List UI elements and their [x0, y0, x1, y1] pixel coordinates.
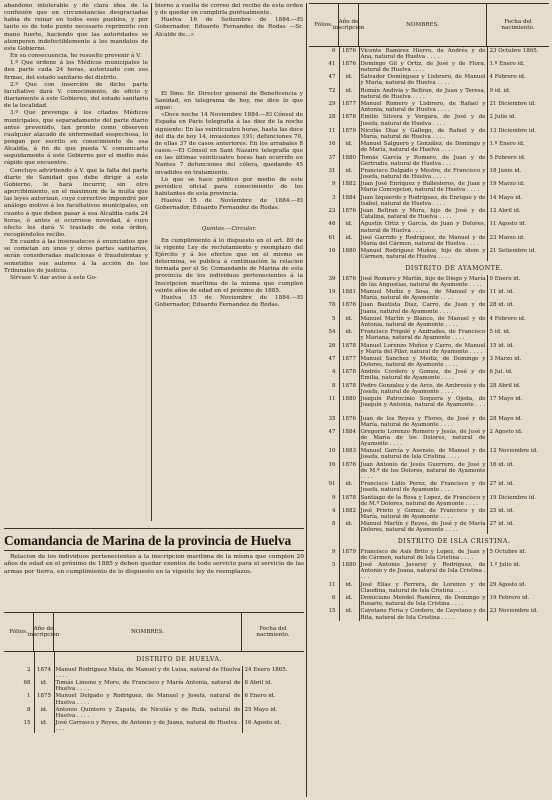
year-cell: id.: [339, 521, 359, 534]
left-paragraph: Sírvase V. dar aviso á este Go-: [10, 274, 97, 281]
birth-date-cell: 1.º Julio id.: [489, 562, 521, 569]
middle-paragraph: En cumplimiento á lo dispuesto en el art. 89 de la vigente Ley de reclutamiento y reemplazo del Ejército y á los efectos que en el mismo se determina, se publica á continuación la relacion formada por el Sr. Comandante de Marina de esta provincia de los individuos pertenecientes á la Inscripcion marítima de la misma que cumplen veinte años de edad en el próximo de 1885.: [155, 237, 303, 294]
name-cell: José Prieto y Gomez, de Francisco y de María, natural de Ayamonte . . . .: [360, 507, 486, 521]
table-row: [309, 521, 549, 534]
folio-cell: 16: [309, 248, 339, 261]
folio-cell: 23: [309, 208, 339, 221]
name-cell: Francisco Frigolé y Andrades, de Francisco y Mariana, natural de Ayamonte . . . .: [360, 329, 486, 342]
folio-cell: 72: [309, 87, 339, 100]
folio-cell: 5: [309, 562, 339, 581]
year-cell: 1876: [339, 275, 359, 288]
year-cell: id.: [339, 329, 359, 342]
name-cell: Manuel Salguero y González, de Domingo y de María, natural de Huelva . . . .: [360, 141, 486, 154]
table-row: [309, 382, 549, 395]
folio-cell: 8: [4, 706, 34, 719]
table-row: [309, 562, 549, 581]
name-cell: Manuel Martín y Blanco, de Manuel y de Antonia, natural de Ayamonte . . . .: [360, 315, 486, 328]
name-cell: Juan José Enríquez y Ballesteros, de Juan y María Concepcion, natural de Huelva . . . .: [360, 181, 486, 194]
birth-date-cell: 1.º Enero id.: [489, 141, 525, 148]
year-cell: id.: [339, 608, 359, 621]
folio-cell: 31: [309, 167, 339, 180]
folio-cell: 41: [309, 60, 339, 73]
birth-date-cell: 16 Agosto id.: [244, 720, 282, 727]
table-header: [4, 612, 304, 652]
folio-cell: 4: [309, 369, 339, 382]
table-row: [309, 47, 549, 60]
birth-date-cell: 21 Setiembre id.: [489, 248, 536, 255]
table-row: [309, 74, 549, 87]
year-cell: 1877: [339, 355, 359, 368]
year-cell: 1882: [339, 507, 359, 520]
year-cell: 1875: [34, 693, 54, 706]
birth-date-cell: 25 Mayo id.: [244, 706, 278, 713]
year-cell: 1878: [339, 494, 359, 507]
year-cell: id.: [339, 594, 359, 607]
year-cell: 1878: [339, 369, 359, 382]
table-row: [309, 369, 549, 382]
year-cell: 1880: [339, 395, 359, 414]
name-cell: José Garrido y Rodríguez, de Manuel y de María del Cármen, natural de Huelva . . . .: [360, 234, 486, 247]
folio-cell: 3: [309, 194, 339, 207]
table-row: [309, 342, 549, 355]
birth-date-cell: 29 Agosto id.: [489, 581, 527, 588]
birth-date-cell: 23 Noviembre id.: [489, 608, 538, 615]
birth-date-cell: 12 Abril id.: [489, 208, 521, 215]
birth-date-cell: 28 Mayo id.: [489, 415, 523, 422]
birth-date-cell: 27 id. id.: [489, 481, 515, 488]
left-paragraph: En cuanto á las insensateces á enunciados que se cometan en unos y otros partes sanitarios, serán consideradas maliciosas ó fraudulentas y sometidos sus autores á la acción de los Tribunales de justicia.: [4, 239, 148, 274]
header-birth: Fecha del nacimiento.: [501, 18, 535, 31]
year-cell: 1879: [339, 548, 359, 561]
register-table-huelva: [4, 652, 304, 733]
name-cell: José Carrasco y Reyes, de Antonio y de Juana, natural de Huelva . . . .: [55, 720, 241, 733]
table-row: [309, 315, 549, 328]
intro-paragraph: Relacion de los individuos pertenecientes á la inscripcion marítima de la misma que cumplen 20 años de edad en el próximo de 1885 y deben quedar exentos de todo servicio para el servicio de las armas por tierra, en cumplimiento de lo dispuesto en la vigente ley de reemplazos.: [4, 554, 304, 575]
name-cell: Manuel Rodríguez Muñoz, hijo de ídem y Cármen, natural de Huelva . . . .: [360, 248, 486, 261]
name-cell: Joaquín Patrocinio Soquera y Ojeda, de Joaquín y Antonia, natural de Ayamonte . . . .: [360, 396, 486, 415]
column-divider: [151, 3, 152, 521]
name-cell: Nicolás Diaz y Gallego, de Rafael y de María, natural de Huelva . . . .: [360, 127, 486, 140]
table-row: [309, 101, 549, 114]
column-divider: [306, 3, 307, 797]
header-year: Año de inscripcion: [34, 613, 54, 651]
folio-cell: 91: [309, 481, 339, 494]
birth-date-cell: 27 id. id.: [489, 521, 515, 528]
header-folios: Fólios.: [4, 613, 34, 651]
year-cell: id.: [339, 74, 359, 87]
folio-cell: 9: [309, 494, 339, 507]
name-cell: Manuel García y Asensio, de Manuel y de Josefa, natural de Isla Cristina . . . .: [360, 448, 486, 461]
year-cell: 1876: [339, 47, 359, 60]
name-cell: Juan Bautista Diaz, Carro, de Juan y de Juana, natural de Ayamonte . . . .: [360, 302, 486, 315]
folio-cell: 9: [309, 181, 339, 194]
table-row: [309, 275, 549, 288]
year-cell: id.: [34, 706, 54, 719]
folio-cell: 39: [309, 275, 339, 288]
name-cell: Agustín Ortiz y García, de Juan y Dolores, natural de Huelva . . . .: [360, 221, 486, 234]
folio-cell: 2: [4, 666, 34, 679]
name-cell: José Elías y Ferrera, de Lorenzo y de Claudina, natural de Isla Cristina . . . .: [360, 581, 486, 594]
name-cell: Juan Antonio de Jesús Guerrero, de José y de M.ª de los Dolores, natural de Ayamonte . . . .: [360, 461, 486, 480]
birth-date-cell: 1.º Enero id.: [489, 60, 525, 67]
table-row: [309, 355, 549, 368]
name-cell: Manuel Sanchez y Mediz, de Domingo y Dolores, natural de Ayamonte . . . .: [360, 355, 486, 369]
middle-paragraph: Lo que se hace público por medio de este periódico oficial para conocimiento de los habitantes de esta provincia.: [155, 176, 303, 197]
folio-cell: 16: [309, 141, 339, 154]
folio-cell: 11: [309, 127, 339, 140]
name-cell: Gregorio Lorenzo Romero y Jesús, de José y de María de los Dolores, natural de Ayamonte . . . .: [360, 428, 486, 448]
birth-date-cell: 11 id. id.: [489, 289, 515, 296]
birth-date-cell: 15 id. id.: [489, 342, 515, 349]
middle-paragraph: «Doce noche 14 Noviembre 1884.—El Cónsul de España en Paris telegrafía á las diez de la noche siguiente: En las veinticuatro horas, hasta las doce del dia de hoy 14, invasiones 191; defunciones 70, de ellas 37 de casos anteriores. En los arrabales 8 casos.—El Cónsul en Sant Nazaire telegrafía que en las últimas veinticuatro horas han ocurrido en Nantes 7 defunciones del cólera, quedando 45 invadidos en tratamiento.: [155, 112, 303, 176]
name-cell: Manuel Romero y Lisbrero, de Rafael y Antonia, natural de Huelva . . . .: [360, 101, 486, 114]
birth-date-cell: 13 Diciembre id.: [489, 127, 536, 134]
birth-date-cell: 19 Diciembre id.: [489, 494, 536, 501]
name-cell: Andrés Cordero y Gomez, de José y de Emilia, natural de Ayamonte . . . .: [360, 369, 486, 382]
section-row: [309, 534, 549, 548]
middle-column: [155, 3, 303, 523]
table-row: [309, 581, 549, 594]
birth-date-cell: 18 Junio id.: [489, 167, 522, 174]
signature-3: Huelva 15 de Noviembre de 1884.—El Gobernador, Eduardo Fernandez de Rodas.: [155, 294, 303, 308]
table-row: [309, 448, 549, 461]
table-row: [309, 415, 549, 428]
folio-cell: 15: [309, 608, 339, 621]
year-cell: 1879: [339, 127, 359, 140]
year-cell: id.: [339, 315, 359, 328]
table-row: [309, 329, 549, 342]
table-row: [309, 60, 549, 73]
left-paragraph: 3.º Que prevenga á los citados Médicos municipales, que separadamente del parte diario antes prevenido, tan pronto como observen cualquier atacado de enfermedad sospechosa, lo pongan por escrito en conocimiento de esa Alcaldía, á fin de que pueda V. comunicarlo seguidamente á este Gobierno por el medio más rápido que encuentre.: [4, 110, 148, 167]
name-cell: Manuel Delgado y Rodriguez, de Manuel y Josefa, natural de Huelva . . . .: [55, 693, 241, 706]
name-cell: Domiciano Mendel Ramírez, de Domingo y Rosario, natural de Isla Cristina . . . .: [360, 595, 486, 608]
table-row: [309, 208, 549, 221]
header-birth: Fecha del nacimiento.: [256, 625, 290, 638]
year-cell: id.: [339, 481, 359, 494]
table-row: [4, 679, 304, 692]
year-cell: 1881: [339, 288, 359, 301]
folio-cell: 9: [309, 548, 339, 561]
year-cell: id.: [339, 234, 359, 247]
folio-cell: 11: [309, 581, 339, 594]
year-cell: id.: [339, 221, 359, 234]
year-cell: 1876: [339, 461, 359, 480]
table-row: [309, 594, 549, 607]
name-cell: Pedro Gonzalez y de Arce, de Ambrosio y de Josefa, natural de Ayamonte . . . .: [360, 382, 486, 395]
left-paragraph: En su consecuencia, he resuelto prevenir á V.: [10, 53, 142, 60]
year-cell: id.: [34, 679, 54, 692]
year-cell: id.: [339, 87, 359, 100]
name-cell: Juan Izquierdo y Rodríguez, de Enrique y de Isabel, natural de Huelva . . . .: [360, 194, 486, 207]
folio-cell: 78: [309, 302, 339, 315]
year-cell: 1876: [339, 302, 359, 315]
birth-date-cell: 2 Agosto id.: [489, 428, 523, 435]
name-cell: Juan Beltran y Mora, hijo de José y de Catalina, natural de Huelva . . . .: [360, 208, 486, 221]
birth-date-cell: 28 id. id.: [489, 302, 515, 309]
birth-date-cell: 19 Febrero id.: [489, 595, 530, 602]
birth-date-cell: 17 Mayo id.: [489, 396, 523, 403]
table-row: [4, 720, 304, 733]
year-cell: 1876: [339, 60, 359, 73]
birth-date-cell: 5 Febrero id.: [489, 154, 526, 161]
year-cell: 1876: [339, 415, 359, 428]
table-row: [309, 127, 549, 140]
folio-cell: 54: [309, 329, 339, 342]
folio-cell: 47: [309, 428, 339, 447]
folio-cell: 46: [309, 221, 339, 234]
name-cell: Manuel Martín y Reyes, de José y de María Dolores, natural de Ayamonte . . . .: [360, 521, 486, 534]
table-row: [4, 693, 304, 706]
table-row: [309, 167, 549, 180]
table-row: [309, 461, 549, 480]
table-row: [309, 428, 549, 447]
left-paragraph: Concluyo advirtiendo á V. que la falta del parte diario de Sanidad que debe dirigir á este Gobierno, le hará incurrir, sin otro apercibimiento, en el máximum de la multa que las leyes autorizan, cuyo correctivo impondré por análogo motivo á los facultativos municipales, en cuanto á que deben pasar á esa Alcaldía cada 24 horas, ó antes si ocurriese novedad, á cuyo efecto les dará V. traslado de esta órden, recogiéndoles recibo.: [4, 167, 148, 238]
birth-date-cell: 24 Enero 1865.: [244, 666, 288, 673]
left-paragraph: abandono intolerable y dé clara idea de la confusión que en circunstancias desgraciadas habia de reinar en todos esos pueblos, y por tanto es de todo punto necesario reprimirlo con mano fuerte, haciendo que las autoridades se atemperen indefectiblemente á los mandatos de este Gobierno.: [4, 3, 148, 52]
name-cell: Manuel Rodriguez Mata, de Manuel y de Luisa, natural de Huelva . . . .: [55, 666, 241, 679]
birth-date-cell: 2 Julio id.: [489, 114, 517, 121]
left-column: [4, 3, 148, 523]
section-title: DISTRITO DE HUELVA.: [136, 656, 223, 663]
folio-cell: 68: [4, 679, 34, 692]
folio-cell: 61: [309, 234, 339, 247]
table-row: [309, 141, 549, 154]
folio-cell: 47: [309, 74, 339, 87]
birth-date-cell: 11 Agosto id.: [489, 221, 527, 228]
table-row: [309, 481, 549, 494]
name-cell: Tomás García y Romero, de Juan y de Gertrudis, natural de Huelva . . . .: [360, 154, 486, 167]
name-cell: Antonio Quintero y Zapata, de Nicolás y de Rufa, natural de Huelva . . . .: [55, 706, 241, 719]
table-row: [309, 548, 549, 561]
table-row: [309, 87, 549, 100]
header-year: Año de inscripcion: [339, 4, 359, 46]
table-header: [309, 3, 549, 47]
year-cell: 1880: [339, 154, 359, 167]
quintas-heading: Quintas.—Circular.: [201, 226, 257, 233]
header-folios: Fólios.: [309, 4, 339, 46]
year-cell: 1884: [339, 428, 359, 447]
table-row: [309, 181, 549, 194]
year-cell: 1882: [339, 181, 359, 194]
table-row: [309, 608, 549, 621]
year-cell: id.: [339, 167, 359, 180]
birth-date-cell: 6 Jul. id.: [489, 369, 513, 376]
birth-date-cell: 23 Marzo id.: [489, 234, 525, 241]
table-row: [309, 194, 549, 207]
name-cell: José Antonio Javaroy y Rodríguez, de Antonio y de Juana, natural de Isla Cristina . . . .: [360, 562, 486, 581]
name-cell: Tomás Limone y Moro, de Francisco y María Antonia, natural de Huelva . . . .: [55, 680, 241, 693]
folio-cell: 6: [309, 594, 339, 607]
table-row: [309, 494, 549, 507]
table-row: [309, 507, 549, 520]
title-rule-bottom: [4, 550, 304, 551]
year-cell: 1876: [339, 208, 359, 221]
header-names: NOMBRES.: [54, 613, 242, 651]
year-cell: 1878: [339, 114, 359, 127]
year-cell: 1883: [339, 448, 359, 461]
name-cell: Domingo Gil y Ortiz, de José y de Flora, natural de Huelva . . . .: [360, 60, 486, 74]
name-cell: Manuel Lorenzo Muñoz y Carro, de Manuel y María del Pilar, natural de Ayamonte . . . .: [360, 342, 486, 355]
folio-cell: 47: [309, 355, 339, 368]
table-row: [4, 706, 304, 719]
name-cell: Emilio Silvera y Vergara, de José y de Josefa, natural de Huelva . . . .: [360, 114, 486, 127]
name-cell: Santiago de la Rosa y Lopez, de Francisco y de M.ª Dolores, natural de Ayamonte . . . .: [360, 494, 486, 507]
middle-paragraph: El Ilmo. Sr. Director general de Beneficencia y Sanidad, en telegrama de hoy, me dice lo que sigue:: [155, 90, 303, 112]
table-row: [4, 666, 304, 679]
year-cell: 1878: [339, 342, 359, 355]
name-cell: Salvador Domínguez y Lisbrero, de Manuel y María, natural de Huelva . . . .: [360, 74, 486, 87]
section-row: [309, 261, 549, 275]
year-cell: id.: [34, 720, 54, 733]
birth-date-cell: 9 Enero id.: [489, 275, 521, 282]
name-cell: Francisco Lidio Perez, de Francisco y de Josefa, natural de Ayamonte . . . .: [360, 481, 486, 494]
birth-date-cell: 4 Febrero id.: [489, 315, 526, 322]
folio-cell: 10: [309, 448, 339, 461]
name-cell: Juan de los Reyes y Flores, de José y de María, natural de Ayamonte . . . .: [360, 415, 486, 428]
table-row: [309, 154, 549, 167]
birth-date-cell: 5 id. id.: [489, 329, 511, 336]
birth-date-cell: 19 Marzo id.: [489, 181, 525, 188]
section-title: DISTRITO DE ISLA CRISTINA.: [397, 538, 511, 546]
left-paragraph: 1.º Que ordene á los Médicos municipales le den parte cada 24 horas, autorizado con sus firmas, del estado sanitario del distrito.: [4, 60, 148, 81]
signature-1: Huelva 16 de Setiembre de 1884.—El Gobernador, Eduardo Fernandez de Rodas —Sr. Alcalde de...»: [155, 17, 303, 38]
birth-date-cell: 28 Abril id.: [489, 382, 521, 389]
table-row: [309, 114, 549, 127]
birth-date-cell: 12 Noviembre id.: [489, 448, 538, 455]
folio-cell: 4: [309, 507, 339, 520]
folio-cell: 5: [309, 315, 339, 328]
table-row: [309, 221, 549, 234]
folio-cell: 28: [309, 114, 339, 127]
name-cell: Francisco Delgado y Mestre, de Francisco y Josefa, natural de Huelva . . . .: [360, 167, 486, 181]
left-paragraph: 2.º Que con inserción de dicho parte facultativo dará V. conocimiento, de oficio y diariamente á este Gobierno, del estado sanitario de la localidad.: [4, 81, 148, 110]
table-row: [309, 234, 549, 247]
folio-cell: 29: [309, 101, 339, 114]
name-cell: Manuel Muñiz y Sosa, de Manuel y de María, natural de Ayamonte . . . .: [360, 289, 486, 302]
folio-cell: 35: [309, 415, 339, 428]
year-cell: 1874: [34, 666, 54, 679]
name-cell: José Romero y Martín, hijo de Diego y María de las Angustias, natural de Ayamonte . . . .: [360, 275, 486, 288]
section-title: DISTRITO DE AYAMONTE.: [405, 265, 504, 272]
folio-cell: 37: [309, 154, 339, 167]
middle-paragraph: bierno á vuelta de correo del recibo de esta órden y de quedar en cumplirla puntualmente.: [155, 3, 303, 17]
register-table-right: [309, 47, 549, 621]
birth-date-cell: 14 Mayo id.: [489, 194, 523, 201]
folio-cell: 8: [309, 382, 339, 395]
title-rule-top: [4, 528, 304, 529]
year-cell: 1880: [339, 562, 359, 581]
year-cell: 1884: [339, 194, 359, 207]
page-title: Comandancia de Marina de la provincia de Huelva: [4, 533, 292, 548]
birth-date-cell: 5 Octubre id.: [489, 548, 527, 555]
name-cell: Román Andivia y Beltran, de Juan y Teresa, natural de Huelva . . . .: [360, 87, 486, 100]
birth-date-cell: 16 id. id.: [489, 461, 515, 468]
folio-cell: 8: [309, 521, 339, 534]
folio-cell: 15: [4, 720, 34, 733]
birth-date-cell: 25 id. id.: [489, 507, 515, 514]
birth-date-cell: 21 Diciembre id.: [489, 101, 536, 108]
birth-date-cell: 8 Abril id.: [244, 680, 273, 687]
folio-cell: 1: [4, 693, 34, 706]
folio-cell: 6: [309, 47, 339, 60]
year-cell: 1877: [339, 101, 359, 114]
table-row: [309, 395, 549, 414]
year-cell: 1878: [339, 382, 359, 395]
header-names: NOMBRES.: [359, 4, 487, 46]
birth-date-cell: 3 Marzo id.: [489, 355, 522, 362]
bottom-table: [4, 612, 304, 798]
birth-date-cell: 23 Octubre 1865.: [489, 47, 539, 54]
folio-cell: 26: [309, 342, 339, 355]
table-row: [309, 288, 549, 301]
name-cell: Francisco de Asís Brito y Lopez, de Juan y de Cármen, natural de Isla Cristina . . . .: [360, 548, 486, 561]
folio-cell: 16: [309, 461, 339, 480]
year-cell: 1880: [339, 248, 359, 261]
name-cell: Vicente Ramirez Hierro, de Andrés y de Ana, natural de Huelva . . . .: [360, 47, 486, 60]
birth-date-cell: 6 Enero id.: [244, 693, 276, 700]
table-row: [309, 248, 549, 261]
birth-date-cell: 4 Febrero id.: [489, 74, 526, 81]
folio-cell: 19: [309, 288, 339, 301]
right-table: [309, 3, 549, 798]
year-cell: id.: [339, 581, 359, 594]
year-cell: id.: [339, 141, 359, 154]
name-cell: Cayetano Feria y Cordero, de Cayetano y de Rita, natural de Isla Cristina . . . .: [360, 608, 486, 621]
table-row: [309, 302, 549, 315]
signature-2: Huelva 15 de Noviembre de 1884.—El Gobernador, Eduardo Fernandez de Rodas.: [155, 198, 303, 212]
folio-cell: 11: [309, 395, 339, 414]
birth-date-cell: 9 id. id.: [489, 87, 511, 94]
